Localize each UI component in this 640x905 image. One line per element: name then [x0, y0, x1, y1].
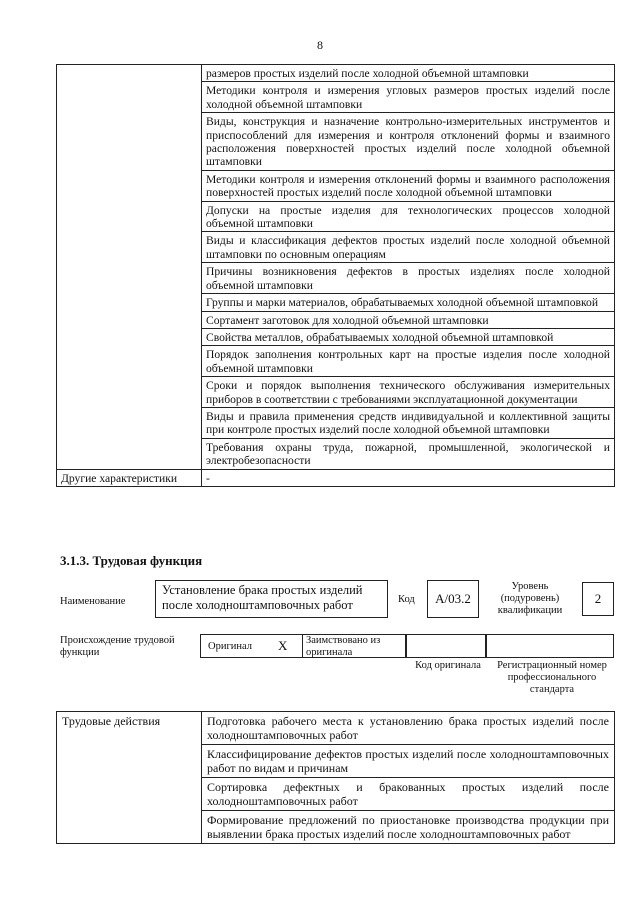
- table-cell: Подготовка рабочего места к установлению брака простых изделий после холодноштамповочных работ: [202, 712, 615, 745]
- table-cell: Методики контроля и измерения отклонений формы и взаимного расположения поверхностей простых изделий после холодной объемной штамповки: [202, 170, 615, 201]
- borrowed-label: Заимствовано из оригинала: [306, 635, 381, 658]
- table-cell: Свойства металлов, обрабатываемых холодной объемной штамповкой: [202, 328, 615, 345]
- table-cell: Группы и марки материалов, обрабатываемых холодной объемной штамповкой: [202, 294, 615, 311]
- table-row: [57, 712, 615, 745]
- table-row: [57, 65, 615, 82]
- labor-actions-label: Трудовые действия: [57, 712, 202, 844]
- table-cell: Сортировка дефектных и бракованных простых изделий после холодноштамповочных работ: [202, 778, 615, 811]
- origin-label: Происхождение трудовой функции: [60, 635, 175, 658]
- reg-number-cell: [486, 634, 614, 658]
- code-original-cell: [406, 634, 486, 658]
- page-number: 8: [317, 38, 323, 52]
- knowledge-table: [56, 64, 615, 487]
- table-cell: Причины возникновения дефектов в простых изделиях после холодной объемной штамповки: [202, 263, 615, 294]
- other-characteristics-label: Другие характеристики: [57, 469, 202, 486]
- table-cell: Требования охраны труда, пожарной, промышленной, экологической и электробезопасности: [202, 438, 615, 469]
- reg-number-label: Регистрационный номер профессионального стандарта: [497, 660, 607, 695]
- origin-row: [200, 634, 614, 658]
- table-cell: Сортамент заготовок для холодной объемной штамповки: [202, 311, 615, 328]
- function-code-value: А/03.2: [427, 580, 479, 618]
- table-cell: Методики контроля и измерения угловых размеров простых изделий после холодной объемной штамповки: [202, 82, 615, 113]
- name-label: Наименование: [60, 596, 126, 607]
- table-cell: Порядок заполнения контрольных карт на простые изделия после холодной объемной штамповки: [202, 346, 615, 377]
- original-mark: X: [278, 638, 288, 653]
- qualification-level-value: 2: [582, 582, 614, 616]
- labor-actions-table: [56, 711, 615, 844]
- table-cell: Формирование предложений по приостановке производства продукции при выявлении брака простых изделий после холодноштамповочных работ: [202, 811, 615, 844]
- other-characteristics-value: -: [202, 469, 615, 486]
- table-row: [57, 469, 615, 486]
- table-cell: Классифицирование дефектов простых изделий после холодноштамповочных работ по видам и причинам: [202, 745, 615, 778]
- row-label-cell: [57, 65, 202, 470]
- section-heading: 3.1.3. Трудовая функция: [60, 553, 203, 568]
- table-cell: Допуски на простые изделия для технологических процессов холодной объемной штамповки: [202, 201, 615, 232]
- qualification-level-label: Уровень (подуровень) квалификации: [497, 581, 563, 616]
- table-cell: Сроки и порядок выполнения технического обслуживания измерительных приборов в соответствии с требованиями эксплуатационной документации: [202, 377, 615, 408]
- table-cell: Виды и классификация дефектов простых изделий после холодной объемной штамповки по основным операциям: [202, 232, 615, 263]
- table-cell: Виды и правила применения средств индивидуальной и коллективной защиты при контроле простых изделий после холодной объемной штамповки: [202, 407, 615, 438]
- table-cell: Виды, конструкция и назначение контрольно-измерительных инструментов и приспособлений для измерения и контроля отклонений формы и взаимного расположения поверхностей простых изделий после холодной объемной штамповки: [202, 113, 615, 171]
- original-label: Оригинал: [208, 641, 252, 652]
- function-name-value: Установление брака простых изделий после холодноштамповочных работ: [155, 580, 388, 618]
- code-original-label: Код оригинала: [415, 660, 481, 671]
- table-cell: размеров простых изделий после холодной объемной штамповки: [202, 65, 615, 82]
- code-label: Код: [398, 594, 415, 605]
